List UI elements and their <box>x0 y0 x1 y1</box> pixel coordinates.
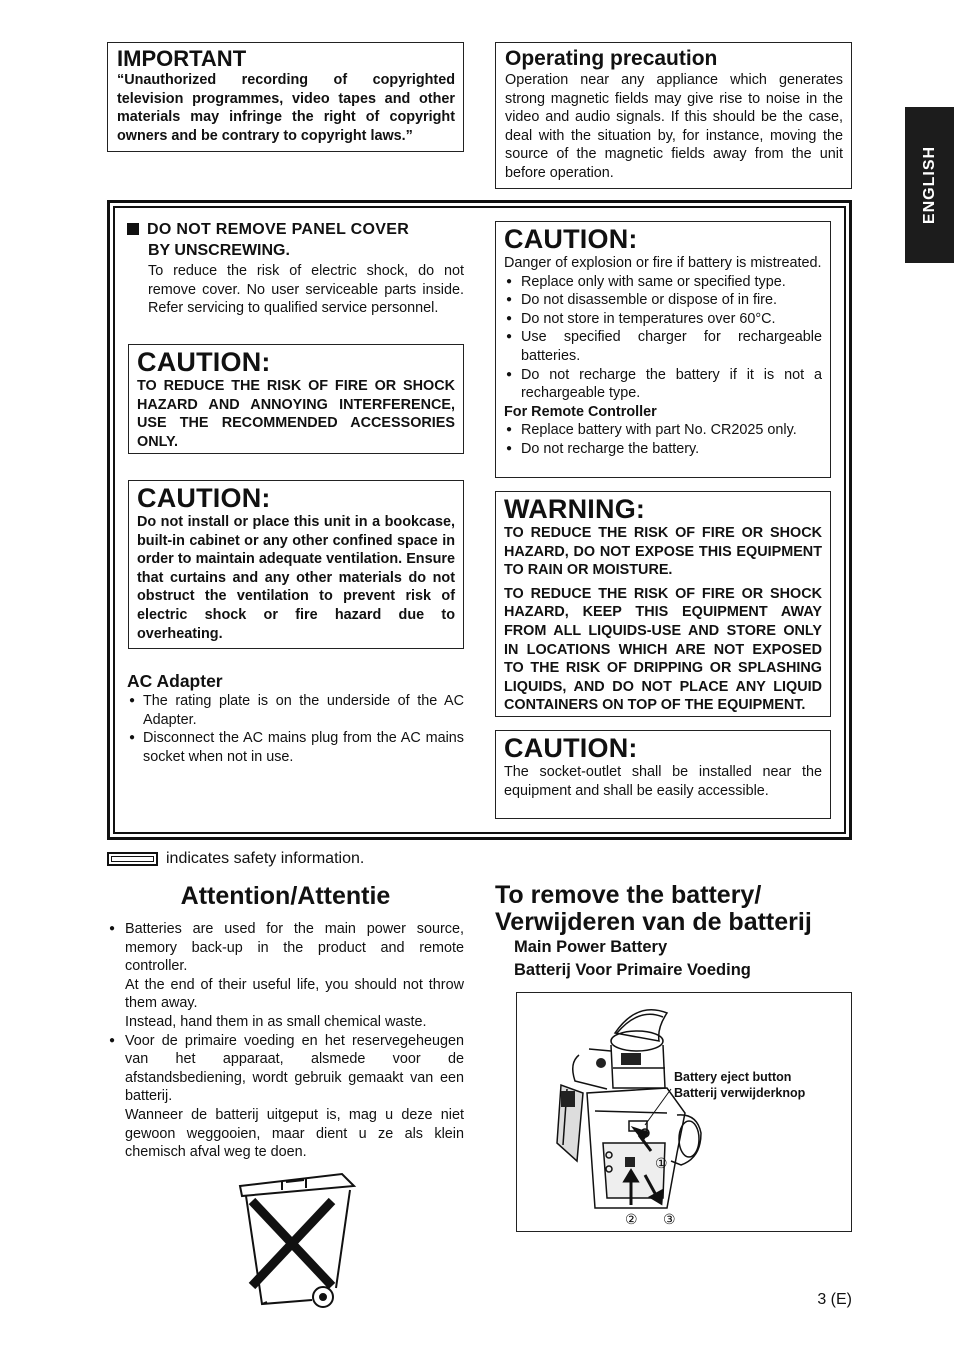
language-tab-label: ENGLISH <box>920 145 938 225</box>
caution-battery-item: ● Do not disassemble or dispose of in fire. <box>504 291 822 310</box>
attention-item-2-p2: Wanneer de batterij uitgeput is, mag u deze niet gewoon weggooien, maar dient u ze als klein chemisch afval weg te doen. <box>125 1106 464 1161</box>
caution-battery-item: ● Do not recharge the battery if it is not a rechargeable type. <box>504 366 822 403</box>
caution-battery-box <box>495 221 831 478</box>
warning-title: WARNING: <box>504 494 646 524</box>
attention-title: Attention/Attentie <box>180 882 391 910</box>
attention-item-1-p3: Instead, hand them in as small chemical waste. <box>125 1013 427 1030</box>
safety-frame-legend-icon <box>107 852 158 866</box>
remove-battery-section <box>495 882 855 982</box>
attention-list <box>107 920 464 1162</box>
panel-cover-notice <box>127 219 464 318</box>
ac-adapter-section <box>127 671 464 766</box>
attention-item-1-p2: At the end of their useful life, you should not throw them away. <box>125 976 464 1012</box>
caution-socket-title: CAUTION: <box>504 733 638 763</box>
bullet-icon: ● <box>109 923 116 934</box>
caution-accessories-text: TO REDUCE THE RISK OF FIRE OR SHOCK HAZARD AND ANNOYING INTERFERENCE, USE THE RECOMMENDED ACCESSORIES ONLY. <box>137 378 455 450</box>
remove-battery-title-line1: To remove the battery/ <box>495 881 762 909</box>
step-1-marker: ① <box>655 1155 668 1171</box>
panel-cover-title-line2: BY UNSCREWING. <box>148 242 290 259</box>
battery-removal-figure <box>516 992 852 1232</box>
caution-ventilation-title: CAUTION: <box>137 483 271 513</box>
caution-battery-intro: Danger of explosion or fire if battery is mistreated. <box>504 255 822 271</box>
caution-ventilation-text: Do not install or place this unit in a bookcase, built-in cabinet or any other confined space in order to maintain adequate ventilation. Ensure that curtains and any other materials do not obstruct the ventilation to prevent risk of electric shock or fire hazard due to overheating. <box>137 514 455 642</box>
remote-controller-item: ● Do not recharge the battery. <box>504 440 822 459</box>
square-bullet-icon <box>127 223 139 235</box>
bullet-icon: ● <box>109 1034 116 1046</box>
operating-precaution-box <box>495 42 852 189</box>
panel-cover-title-line1: DO NOT REMOVE PANEL COVER <box>147 221 410 238</box>
ac-adapter-item: ● Disconnect the AC mains plug from the AC mains socket when not in use. <box>127 729 464 766</box>
crossed-out-bin-icon <box>232 1166 362 1312</box>
ac-adapter-title: AC Adapter <box>127 671 223 691</box>
warning-box <box>495 491 831 717</box>
language-tab <box>905 107 954 263</box>
caution-battery-title: CAUTION: <box>504 224 638 254</box>
eject-button-label: Battery eject button <box>674 1070 792 1084</box>
attention-item-1-p1: Batteries are used for the main power source, memory back-up in the product and remote controller. <box>125 921 464 975</box>
camcorder-illustration <box>517 993 851 1231</box>
caution-ventilation-box <box>128 480 464 649</box>
warning-text-liquids: TO REDUCE THE RISK OF FIRE OR SHOCK HAZARD, KEEP THIS EQUIPMENT AWAY FROM ALL LIQUIDS-USE AND STORE ONLY IN LOCATIONS WHICH ARE NOT EXPOSED TO THE RISK OF DRIPPING OR SPLASHING LIQUIDS, AND DO NOT PLACE ANY LIQUID CONTAINERS ON TOP OF THE EQUIPMENT. <box>504 585 822 714</box>
primary-battery-label-nl: Batterij Voor Primaire Voeding <box>514 961 751 979</box>
ac-adapter-item: ● The rating plate is on the underside of the AC Adapter. <box>127 692 464 729</box>
main-power-battery-label: Main Power Battery <box>514 938 668 956</box>
remove-battery-title-line2: Verwijderen van de batterij <box>495 908 812 936</box>
caution-socket-text: The socket-outlet shall be installed near the equipment and shall be easily accessible. <box>504 764 822 799</box>
important-text: “Unauthorized recording of copyrighted television programmes, video tapes and other materials may infringe the right of copyright owners and be contrary to copyright laws.” <box>117 72 455 144</box>
caution-battery-item: ● Replace only with same or specified type. <box>504 273 822 292</box>
important-box <box>107 42 464 152</box>
caution-battery-item: ● Use specified charger for rechargeable batteries. <box>504 328 822 365</box>
important-title: IMPORTANT <box>117 46 247 71</box>
remote-controller-item: ● Replace battery with part No. CR2025 only. <box>504 421 822 440</box>
remote-controller-title: For Remote Controller <box>504 403 657 420</box>
attention-item-2-p1: Voor de primaire voeding en het reservegeheugen van het apparaat, alsmede voor de afstandsbediening, wordt gebruik gemaakt van een batterij. <box>125 1032 464 1105</box>
warning-text-rain: TO REDUCE THE RISK OF FIRE OR SHOCK HAZARD, DO NOT EXPOSE THIS EQUIPMENT TO RAIN OR MOISTURE. <box>504 525 822 579</box>
step-3-marker: ③ <box>663 1211 676 1227</box>
caution-accessories-title: CAUTION: <box>137 347 271 377</box>
caution-battery-item: ● Do not store in temperatures over 60°C. <box>504 310 822 329</box>
page-number: 3 (E) <box>817 1291 852 1308</box>
operating-precaution-title: Operating precaution <box>505 47 718 70</box>
caution-socket-box <box>495 730 831 819</box>
eject-button-label-nl: Batterij verwijderknop <box>674 1086 806 1100</box>
caution-accessories-box <box>128 344 464 454</box>
step-2-marker: ② <box>625 1211 638 1227</box>
operating-precaution-text: Operation near any appliance which generates strong magnetic fields may give rise to noise in the video and audio signals. If this should be the case, deal with the situation by, for instance, moving the source of the magnetic fields away from the unit before operation. <box>505 72 843 181</box>
panel-cover-text: To reduce the risk of electric shock, do not remove cover. No user serviceable parts inside. Refer servicing to qualified service personnel. <box>148 263 464 317</box>
safety-legend-text: indicates safety information. <box>166 850 365 867</box>
